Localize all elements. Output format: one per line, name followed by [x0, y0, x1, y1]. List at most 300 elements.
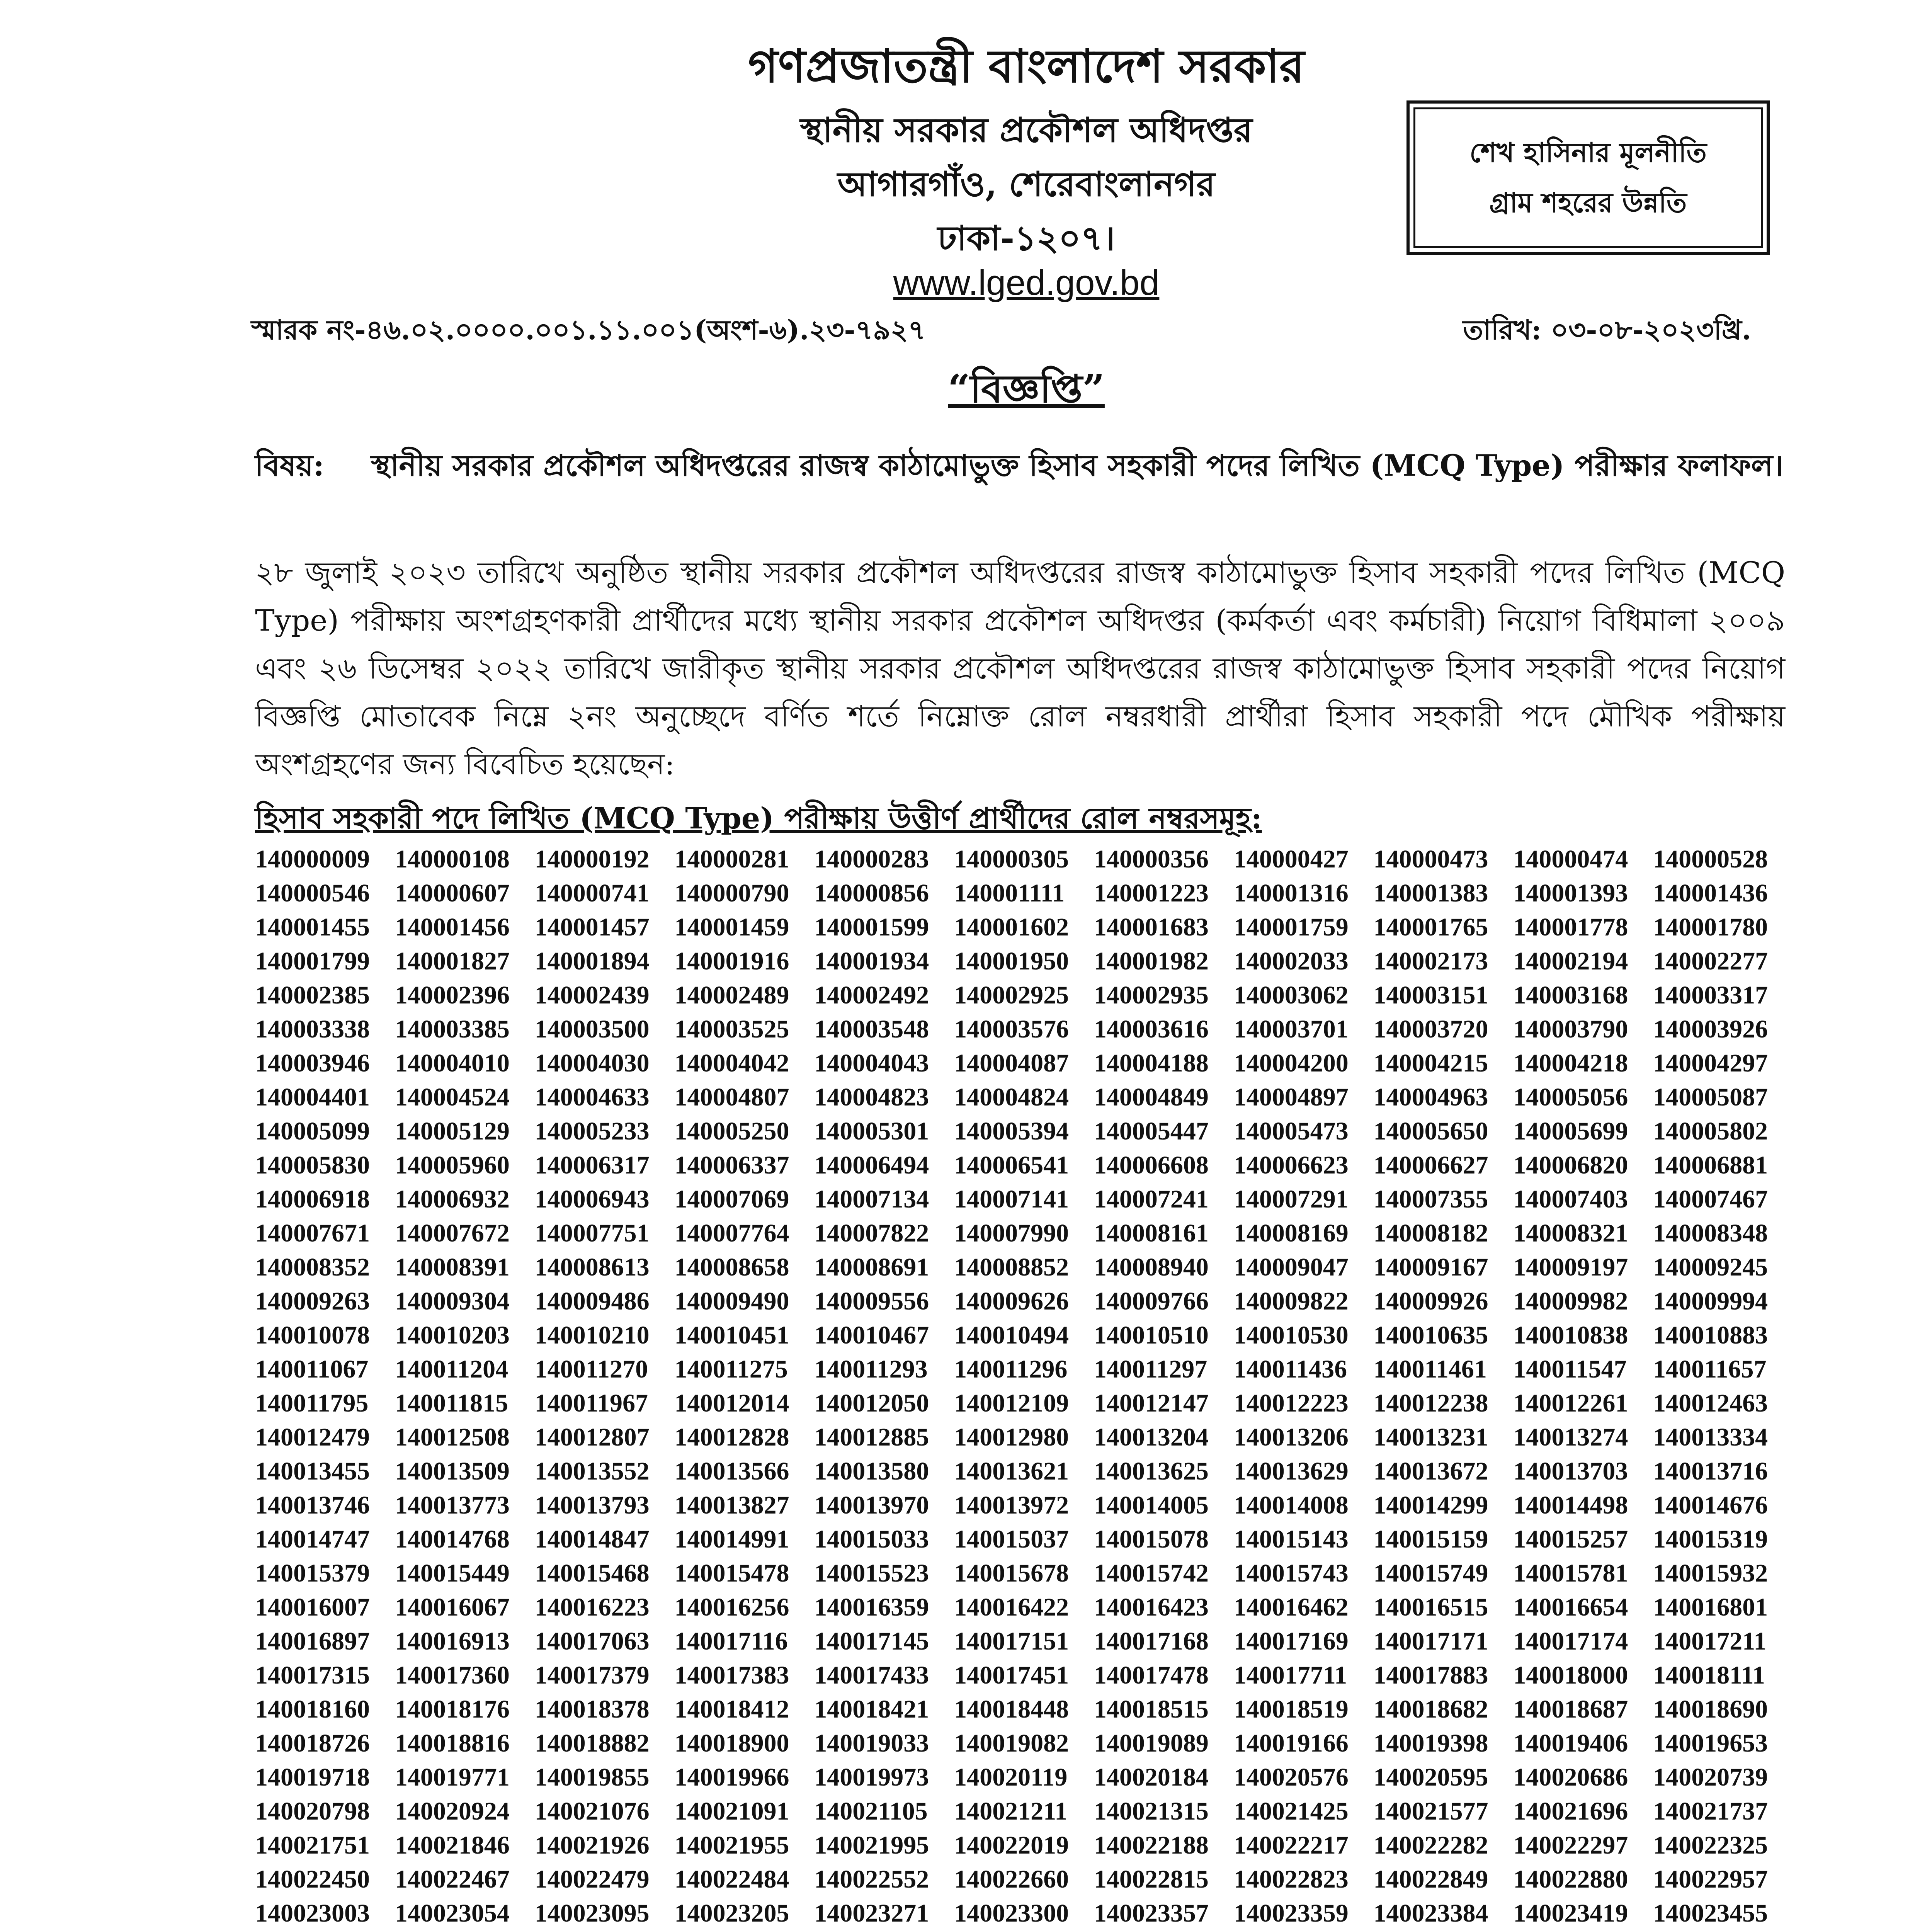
roll-number: 140013621 [954, 1457, 1069, 1485]
roll-number: 140002277 [1653, 947, 1768, 975]
roll-number: 140015678 [954, 1559, 1069, 1587]
roll-number: 140021211 [954, 1797, 1068, 1825]
roll-number: 140019966 [674, 1763, 789, 1791]
roll-number: 140016462 [1233, 1593, 1349, 1621]
roll-number: 140016422 [954, 1593, 1069, 1621]
roll-number: 140015468 [534, 1559, 650, 1587]
roll-number: 140019855 [534, 1763, 650, 1791]
roll-number: 140017211 [1653, 1627, 1767, 1655]
roll-number: 140003338 [255, 1015, 370, 1043]
roll-number: 140016423 [1094, 1593, 1209, 1621]
roll-number: 140012508 [395, 1423, 510, 1451]
roll-number: 140019653 [1653, 1729, 1768, 1757]
roll-number: 140014676 [1653, 1491, 1768, 1519]
roll-number: 140001778 [1513, 913, 1628, 941]
roll-number: 140005699 [1513, 1117, 1628, 1145]
roll-number: 140006317 [534, 1151, 650, 1179]
roll-number: 140008352 [255, 1253, 370, 1281]
roll-number: 140016897 [255, 1627, 370, 1655]
roll-number: 140016223 [534, 1593, 650, 1621]
roll-number: 140007467 [1653, 1185, 1768, 1213]
roll-number: 140015159 [1373, 1525, 1488, 1553]
roll-number: 140000546 [255, 879, 370, 907]
roll-number: 140013672 [1373, 1457, 1488, 1485]
notice-body-paragraph: ২৮ জুলাই ২০২৩ তারিখে অনুষ্ঠিত স্থানীয় সরকার প্রকৌশল অধিদপ্তরের রাজস্ব কাঠামোভুক্ত হিসাব সহকারী পদের লিখিত (MCQ Type) পরীক্ষায় অংশগ্রহণকারী প্রার্থীদের মধ্যে স্থানীয় সরকার প্রকৌশল অধিদপ্তর (কর্মকর্তা এবং কর্মচারী) নিয়োগ বিধিমালা ২০০৯ এবং ২৬ ডিসেম্বর ২০২২ তারিখে জারীকৃত স্থানীয় সরকার প্রকৌশল অধিদপ্তরের রাজস্ব কাঠামোভুক্ত হিসাব সহকারী পদের নিয়োগ বিজ্ঞপ্তি মোতাবেক নিম্নে ২নং অনুচ্ছেদে বর্ণিত শর্তে নিম্নোক্ত রোল নম্বরধারী প্রার্থীরা হিসাব সহকারী পদে মৌখিক পরীক্ষায় অংশগ্রহণের জন্য বিবেচিত হয়েছেন: [255, 555, 1785, 781]
roll-number-list [255, 842, 1793, 1932]
roll-number: 140000108 [395, 845, 510, 873]
roll-number: 140016654 [1513, 1593, 1628, 1621]
roll-number: 140009626 [954, 1287, 1069, 1315]
roll-number: 140005830 [255, 1151, 370, 1179]
roll-number: 140022325 [1653, 1831, 1768, 1859]
roll-number: 140021577 [1373, 1797, 1488, 1825]
roll-number: 140023419 [1513, 1899, 1628, 1927]
roll-number: 140021751 [255, 1831, 370, 1859]
roll-number: 140008169 [1233, 1219, 1349, 1247]
roll-number: 140005129 [395, 1117, 510, 1145]
roll-number: 140015742 [1094, 1559, 1209, 1587]
subject-text: স্থানীয় সরকার প্রকৌশল অধিদপ্তরের রাজস্ব কাঠামোভুক্ত হিসাব সহকারী পদের লিখিত (MCQ Type) পরীক্ষার ফলাফল। [371, 448, 1784, 483]
roll-number: 140019406 [1513, 1729, 1628, 1757]
roll-number [1234, 1930, 1374, 1932]
roll-number: 140007751 [534, 1219, 650, 1247]
roll-number: 140001599 [814, 913, 929, 941]
roll-number: 140007672 [395, 1219, 510, 1247]
roll-number: 140005056 [1513, 1083, 1628, 1111]
roll-number: 140019771 [395, 1763, 510, 1791]
roll-number: 140003720 [1373, 1015, 1488, 1043]
roll-number: 140004963 [1373, 1083, 1488, 1111]
roll-number: 140022479 [534, 1865, 650, 1893]
roll-number: 140017383 [674, 1661, 789, 1689]
roll-number: 140018515 [1094, 1695, 1209, 1723]
roll-number: 140020686 [1513, 1763, 1628, 1791]
roll-number: 140004807 [674, 1083, 789, 1111]
roll-number: 140007134 [814, 1185, 929, 1213]
roll-number: 140011815 [395, 1389, 509, 1417]
roll-number: 140017063 [534, 1627, 650, 1655]
roll-number: 140002396 [395, 981, 510, 1009]
roll-number: 140021737 [1653, 1797, 1768, 1825]
roll-number: 140015781 [1513, 1559, 1628, 1587]
roll-number: 140013716 [1653, 1457, 1768, 1485]
roll-number: 140022823 [1233, 1865, 1349, 1893]
slogan-box [1406, 100, 1770, 255]
website-link[interactable]: www.lged.gov.bd [893, 263, 1160, 303]
roll-number: 140008940 [1094, 1253, 1209, 1281]
roll-number: 140018816 [395, 1729, 510, 1757]
roll-number: 140006337 [674, 1151, 789, 1179]
government-title: গণপ্রজাতন্ত্রী বাংলাদেশ সরকার [748, 39, 1304, 93]
roll-number: 140010078 [255, 1321, 370, 1349]
roll-number: 140015143 [1233, 1525, 1349, 1553]
memo-number: স্মারক নং-৪৬.০২.০০০০.০০১.১১.০০১(অংশ-৬).২৩-৭৯২৭ [251, 314, 926, 346]
roll-number: 140022660 [954, 1865, 1069, 1893]
roll-number: 140007069 [674, 1185, 789, 1213]
roll-number: 140018687 [1513, 1695, 1628, 1723]
roll-number: 140012109 [954, 1389, 1069, 1417]
roll-number: 140011297 [1094, 1355, 1208, 1383]
roll-number: 140009245 [1653, 1253, 1768, 1281]
roll-number: 140015033 [814, 1525, 929, 1553]
notice-title: “বিজ্ঞপ্তি” [948, 366, 1105, 412]
roll-number: 140021846 [395, 1831, 510, 1859]
subject-block [255, 440, 1785, 491]
roll-number: 140001457 [534, 913, 650, 941]
roll-number: 140006820 [1513, 1151, 1628, 1179]
roll-number: 140001916 [674, 947, 789, 975]
roll-number: 140007291 [1233, 1185, 1349, 1213]
roll-number: 140002033 [1233, 947, 1349, 975]
roll-number: 140008691 [814, 1253, 929, 1281]
roll-number: 140005250 [674, 1117, 789, 1145]
roll-number: 140005233 [534, 1117, 650, 1145]
roll-number: 140013625 [1094, 1457, 1209, 1485]
roll-number: 140003790 [1513, 1015, 1628, 1043]
roll-number: 140017168 [1094, 1627, 1209, 1655]
roll-number: 140019718 [255, 1763, 370, 1791]
roll-number: 140009982 [1513, 1287, 1628, 1315]
roll-number: 140004010 [395, 1049, 510, 1077]
roll-number: 140001982 [1094, 947, 1209, 975]
roll-number: 140004824 [954, 1083, 1069, 1111]
roll-number: 140022019 [954, 1831, 1069, 1859]
roll-number: 140000305 [954, 845, 1069, 873]
roll-number: 140022552 [814, 1865, 929, 1893]
roll-number: 140020924 [395, 1797, 510, 1825]
roll-number: 140008321 [1513, 1219, 1628, 1247]
roll-number: 140021425 [1233, 1797, 1349, 1825]
roll-number: 140010451 [674, 1321, 789, 1349]
roll-number: 140001223 [1094, 879, 1209, 907]
roll-number: 140022957 [1653, 1865, 1768, 1893]
roll-number: 140011461 [1373, 1355, 1487, 1383]
roll-number: 140023054 [395, 1899, 510, 1927]
subject-label: বিষয়: [255, 448, 324, 483]
roll-number: 140021091 [674, 1797, 789, 1825]
roll-number: 140017151 [954, 1627, 1069, 1655]
roll-number: 140001683 [1094, 913, 1209, 941]
roll-number: 140005394 [954, 1117, 1069, 1145]
roll-number: 140014299 [1373, 1491, 1488, 1519]
slogan-line-2: গ্রাম শহরের উন্নতি [1489, 187, 1687, 219]
roll-number [255, 1930, 395, 1932]
roll-number: 140022815 [1094, 1865, 1209, 1893]
roll-number: 140017711 [1233, 1661, 1347, 1689]
roll-number: 140018682 [1373, 1695, 1488, 1723]
roll-number [1094, 1930, 1234, 1932]
roll-number: 140015257 [1513, 1525, 1628, 1553]
roll-number: 140019398 [1373, 1729, 1488, 1757]
roll-number: 140002194 [1513, 947, 1628, 975]
roll-number: 140001602 [954, 913, 1069, 941]
roll-number: 140023359 [1233, 1899, 1349, 1927]
roll-number: 140010883 [1653, 1321, 1768, 1349]
roll-number: 140017315 [255, 1661, 370, 1689]
roll-number: 140015379 [255, 1559, 370, 1587]
roll-number: 140011657 [1653, 1355, 1767, 1383]
roll-number: 140003062 [1233, 981, 1349, 1009]
roll-number: 140005473 [1233, 1117, 1349, 1145]
roll-number: 140001934 [814, 947, 929, 975]
roll-number: 140013334 [1653, 1423, 1768, 1451]
roll-number: 140008658 [674, 1253, 789, 1281]
roll-number: 140001894 [534, 947, 650, 975]
roll-number: 140018519 [1233, 1695, 1349, 1723]
roll-number: 140013972 [954, 1491, 1069, 1519]
notice-heading [0, 359, 1932, 424]
roll-number: 140017360 [395, 1661, 510, 1689]
roll-number: 140019089 [1094, 1729, 1209, 1757]
roll-number: 140005802 [1653, 1117, 1768, 1145]
roll-number: 140008348 [1653, 1219, 1768, 1247]
roll-number: 140003525 [674, 1015, 789, 1043]
roll-number: 140015037 [954, 1525, 1069, 1553]
roll-number: 140018111 [1653, 1661, 1765, 1689]
roll-number: 140011296 [954, 1355, 1068, 1383]
roll-number: 140001759 [1233, 913, 1349, 941]
roll-number: 140023095 [534, 1899, 650, 1927]
roll-number: 140020798 [255, 1797, 370, 1825]
roll-number: 140012261 [1513, 1389, 1628, 1417]
roll-number [1653, 1930, 1793, 1932]
roll-number: 140013206 [1233, 1423, 1349, 1451]
department-name: স্থানীয় সরকার প্রকৌশল অধিদপ্তর [800, 110, 1253, 150]
roll-number: 140002935 [1094, 981, 1209, 1009]
roll-number: 140020576 [1233, 1763, 1349, 1791]
roll-number [395, 1930, 535, 1932]
roll-number: 140022880 [1513, 1865, 1628, 1893]
roll-number: 140015743 [1233, 1559, 1349, 1587]
roll-number: 140019973 [814, 1763, 929, 1791]
roll-number: 140003576 [954, 1015, 1069, 1043]
roll-number: 140006494 [814, 1151, 929, 1179]
roll-number: 140009926 [1373, 1287, 1488, 1315]
roll-number: 140018690 [1653, 1695, 1768, 1723]
roll-number: 140019082 [954, 1729, 1069, 1757]
roll-number: 140015523 [814, 1559, 929, 1587]
roll-number: 140004401 [255, 1083, 370, 1111]
roll-number: 140021315 [1094, 1797, 1209, 1825]
roll-number: 140000474 [1513, 845, 1628, 873]
roll-number: 140003317 [1653, 981, 1768, 1009]
roll-number: 140022282 [1373, 1831, 1488, 1859]
roll-number: 140016007 [255, 1593, 370, 1621]
roll-number: 140003500 [534, 1015, 650, 1043]
roll-number: 140003926 [1653, 1015, 1768, 1043]
roll-number: 140013629 [1233, 1457, 1349, 1485]
roll-number: 140016067 [395, 1593, 510, 1621]
roll-number: 140004218 [1513, 1049, 1628, 1077]
roll-number: 140017145 [814, 1627, 929, 1655]
roll-number: 140022188 [1094, 1831, 1209, 1859]
roll-number: 140004633 [534, 1083, 650, 1111]
roll-number: 140012807 [534, 1423, 650, 1451]
roll-number: 140003548 [814, 1015, 929, 1043]
roll-number: 140006918 [255, 1185, 370, 1213]
roll-number: 140012828 [674, 1423, 789, 1451]
roll-number: 140009490 [674, 1287, 789, 1315]
roll-number: 140018176 [395, 1695, 510, 1723]
roll-number: 140009486 [534, 1287, 650, 1315]
roll-number: 140004897 [1233, 1083, 1349, 1111]
roll-number: 140002489 [674, 981, 789, 1009]
roll-number: 140022217 [1233, 1831, 1349, 1859]
roll-number: 140017451 [954, 1661, 1069, 1689]
roll-number: 140018448 [954, 1695, 1069, 1723]
roll-number: 140001316 [1233, 879, 1349, 907]
roll-number: 140023271 [814, 1899, 929, 1927]
roll-number: 140000473 [1373, 845, 1488, 873]
roll-number: 140018412 [674, 1695, 789, 1723]
roll-number: 140016256 [674, 1593, 789, 1621]
roll-number: 140018882 [534, 1729, 650, 1757]
roll-number: 140006881 [1653, 1151, 1768, 1179]
roll-number [674, 1930, 814, 1932]
roll-number: 140014768 [395, 1525, 510, 1553]
roll-number: 140003168 [1513, 981, 1628, 1009]
roll-number: 140003385 [395, 1015, 510, 1043]
roll-number: 140007241 [1094, 1185, 1209, 1213]
roll-number: 140007822 [814, 1219, 929, 1247]
roll-number: 140007403 [1513, 1185, 1628, 1213]
roll-number: 140009197 [1513, 1253, 1628, 1281]
roll-number: 140017174 [1513, 1627, 1628, 1655]
roll-number: 140013703 [1513, 1457, 1628, 1485]
roll-number: 140001827 [395, 947, 510, 975]
roll-number: 140013827 [674, 1491, 789, 1519]
roll-number: 140021105 [814, 1797, 928, 1825]
roll-number: 140014991 [674, 1525, 789, 1553]
roll-number [954, 1930, 1094, 1932]
roll-number: 140007355 [1373, 1185, 1488, 1213]
roll-number: 140019166 [1233, 1729, 1349, 1757]
roll-number: 140018378 [534, 1695, 650, 1723]
roll-number: 140001393 [1513, 879, 1628, 907]
roll-number: 140004849 [1094, 1083, 1209, 1111]
roll-number: 140006943 [534, 1185, 650, 1213]
roll-number: 140014008 [1233, 1491, 1349, 1519]
roll-number: 140014498 [1513, 1491, 1628, 1519]
roll-number: 140000790 [674, 879, 789, 907]
roll-number: 140011204 [395, 1355, 509, 1383]
roll-number: 140010530 [1233, 1321, 1349, 1349]
slogan-inner-frame [1413, 107, 1763, 248]
roll-number: 140023003 [255, 1899, 370, 1927]
roll-number: 140009167 [1373, 1253, 1488, 1281]
roll-number: 140014005 [1094, 1491, 1209, 1519]
roll-number: 140001765 [1373, 913, 1488, 941]
roll-number: 140004042 [674, 1049, 789, 1077]
roll-number: 140010203 [395, 1321, 510, 1349]
roll-number: 140010210 [534, 1321, 650, 1349]
roll-number: 140004200 [1233, 1049, 1349, 1077]
roll-number: 140010838 [1513, 1321, 1628, 1349]
roll-list-heading: হিসাব সহকারী পদে লিখিত (MCQ Type) পরীক্ষায় উত্তীর্ণ প্রার্থীদের রোল নম্বরসমূহ: [255, 801, 1262, 835]
roll-number: 140001456 [395, 913, 510, 941]
office-address: আগারগাঁও, শেরেবাংলানগর [837, 164, 1215, 204]
roll-number: 140017116 [674, 1627, 788, 1655]
roll-number: 140015078 [1094, 1525, 1209, 1553]
roll-number: 140000856 [814, 879, 929, 907]
roll-number: 140013455 [255, 1457, 370, 1485]
roll-number: 140008391 [395, 1253, 510, 1281]
roll-number: 140011293 [814, 1355, 928, 1383]
roll-number: 140001436 [1653, 879, 1768, 907]
roll-number: 140022467 [395, 1865, 510, 1893]
roll-number: 140022297 [1513, 1831, 1628, 1859]
memo-date: তারিখ: ০৩-০৮-২০২৩খ্রি. [1463, 314, 1751, 346]
roll-number: 140014747 [255, 1525, 370, 1553]
roll-number: 140018726 [255, 1729, 370, 1757]
roll-number [535, 1930, 675, 1932]
roll-number: 140017379 [534, 1661, 650, 1689]
roll-number: 140006608 [1094, 1151, 1209, 1179]
roll-number: 140015449 [395, 1559, 510, 1587]
roll-number: 140005960 [395, 1151, 510, 1179]
roll-number: 140011795 [255, 1389, 369, 1417]
roll-number: 140012050 [814, 1389, 929, 1417]
roll-number: 140016801 [1653, 1593, 1768, 1621]
roll-number: 140012238 [1373, 1389, 1488, 1417]
roll-number: 140023455 [1653, 1899, 1768, 1927]
roll-number: 140001459 [674, 913, 789, 941]
roll-number: 140012980 [954, 1423, 1069, 1451]
roll-number: 140021955 [674, 1831, 789, 1859]
roll-number: 140006623 [1233, 1151, 1349, 1179]
roll-number: 140004030 [534, 1049, 650, 1077]
roll-number: 140002492 [814, 981, 929, 1009]
roll-number: 140007671 [255, 1219, 370, 1247]
roll-number: 140002385 [255, 981, 370, 1009]
roll-number: 140003616 [1094, 1015, 1209, 1043]
roll-number: 140013793 [534, 1491, 650, 1519]
roll-number: 140012147 [1094, 1389, 1209, 1417]
roll-number: 140013231 [1373, 1423, 1488, 1451]
roll-number: 140015932 [1653, 1559, 1768, 1587]
roll-number: 140000427 [1233, 845, 1349, 873]
roll-number: 140004823 [814, 1083, 929, 1111]
roll-number: 140021076 [534, 1797, 650, 1825]
roll-number: 140017883 [1373, 1661, 1488, 1689]
roll-number: 140012885 [814, 1423, 929, 1451]
roll-number: 140009556 [814, 1287, 929, 1315]
roll-number: 140000356 [1094, 845, 1209, 873]
roll-number: 140013746 [255, 1491, 370, 1519]
roll-number: 140005650 [1373, 1117, 1488, 1145]
roll-number: 140016359 [814, 1593, 929, 1621]
roll-number: 140008613 [534, 1253, 650, 1281]
roll-number: 140008852 [954, 1253, 1069, 1281]
roll-number: 140004087 [954, 1049, 1069, 1077]
roll-number: 140013204 [1094, 1423, 1209, 1451]
roll-number: 140010467 [814, 1321, 929, 1349]
roll-number: 140017169 [1233, 1627, 1349, 1655]
roll-number: 140011275 [674, 1355, 788, 1383]
roll-number: 140015478 [674, 1559, 789, 1587]
roll-number: 140007990 [954, 1219, 1069, 1247]
roll-number: 140012014 [674, 1389, 789, 1417]
roll-number: 140008182 [1373, 1219, 1488, 1247]
roll-number: 140003946 [255, 1049, 370, 1077]
roll-number: 140001780 [1653, 913, 1768, 941]
roll-number: 140002173 [1373, 947, 1488, 975]
roll-number: 140022849 [1373, 1865, 1488, 1893]
roll-number: 140008161 [1094, 1219, 1209, 1247]
roll-number: 140000283 [814, 845, 929, 873]
roll-number: 140006932 [395, 1185, 510, 1213]
roll-number: 140001799 [255, 947, 370, 975]
